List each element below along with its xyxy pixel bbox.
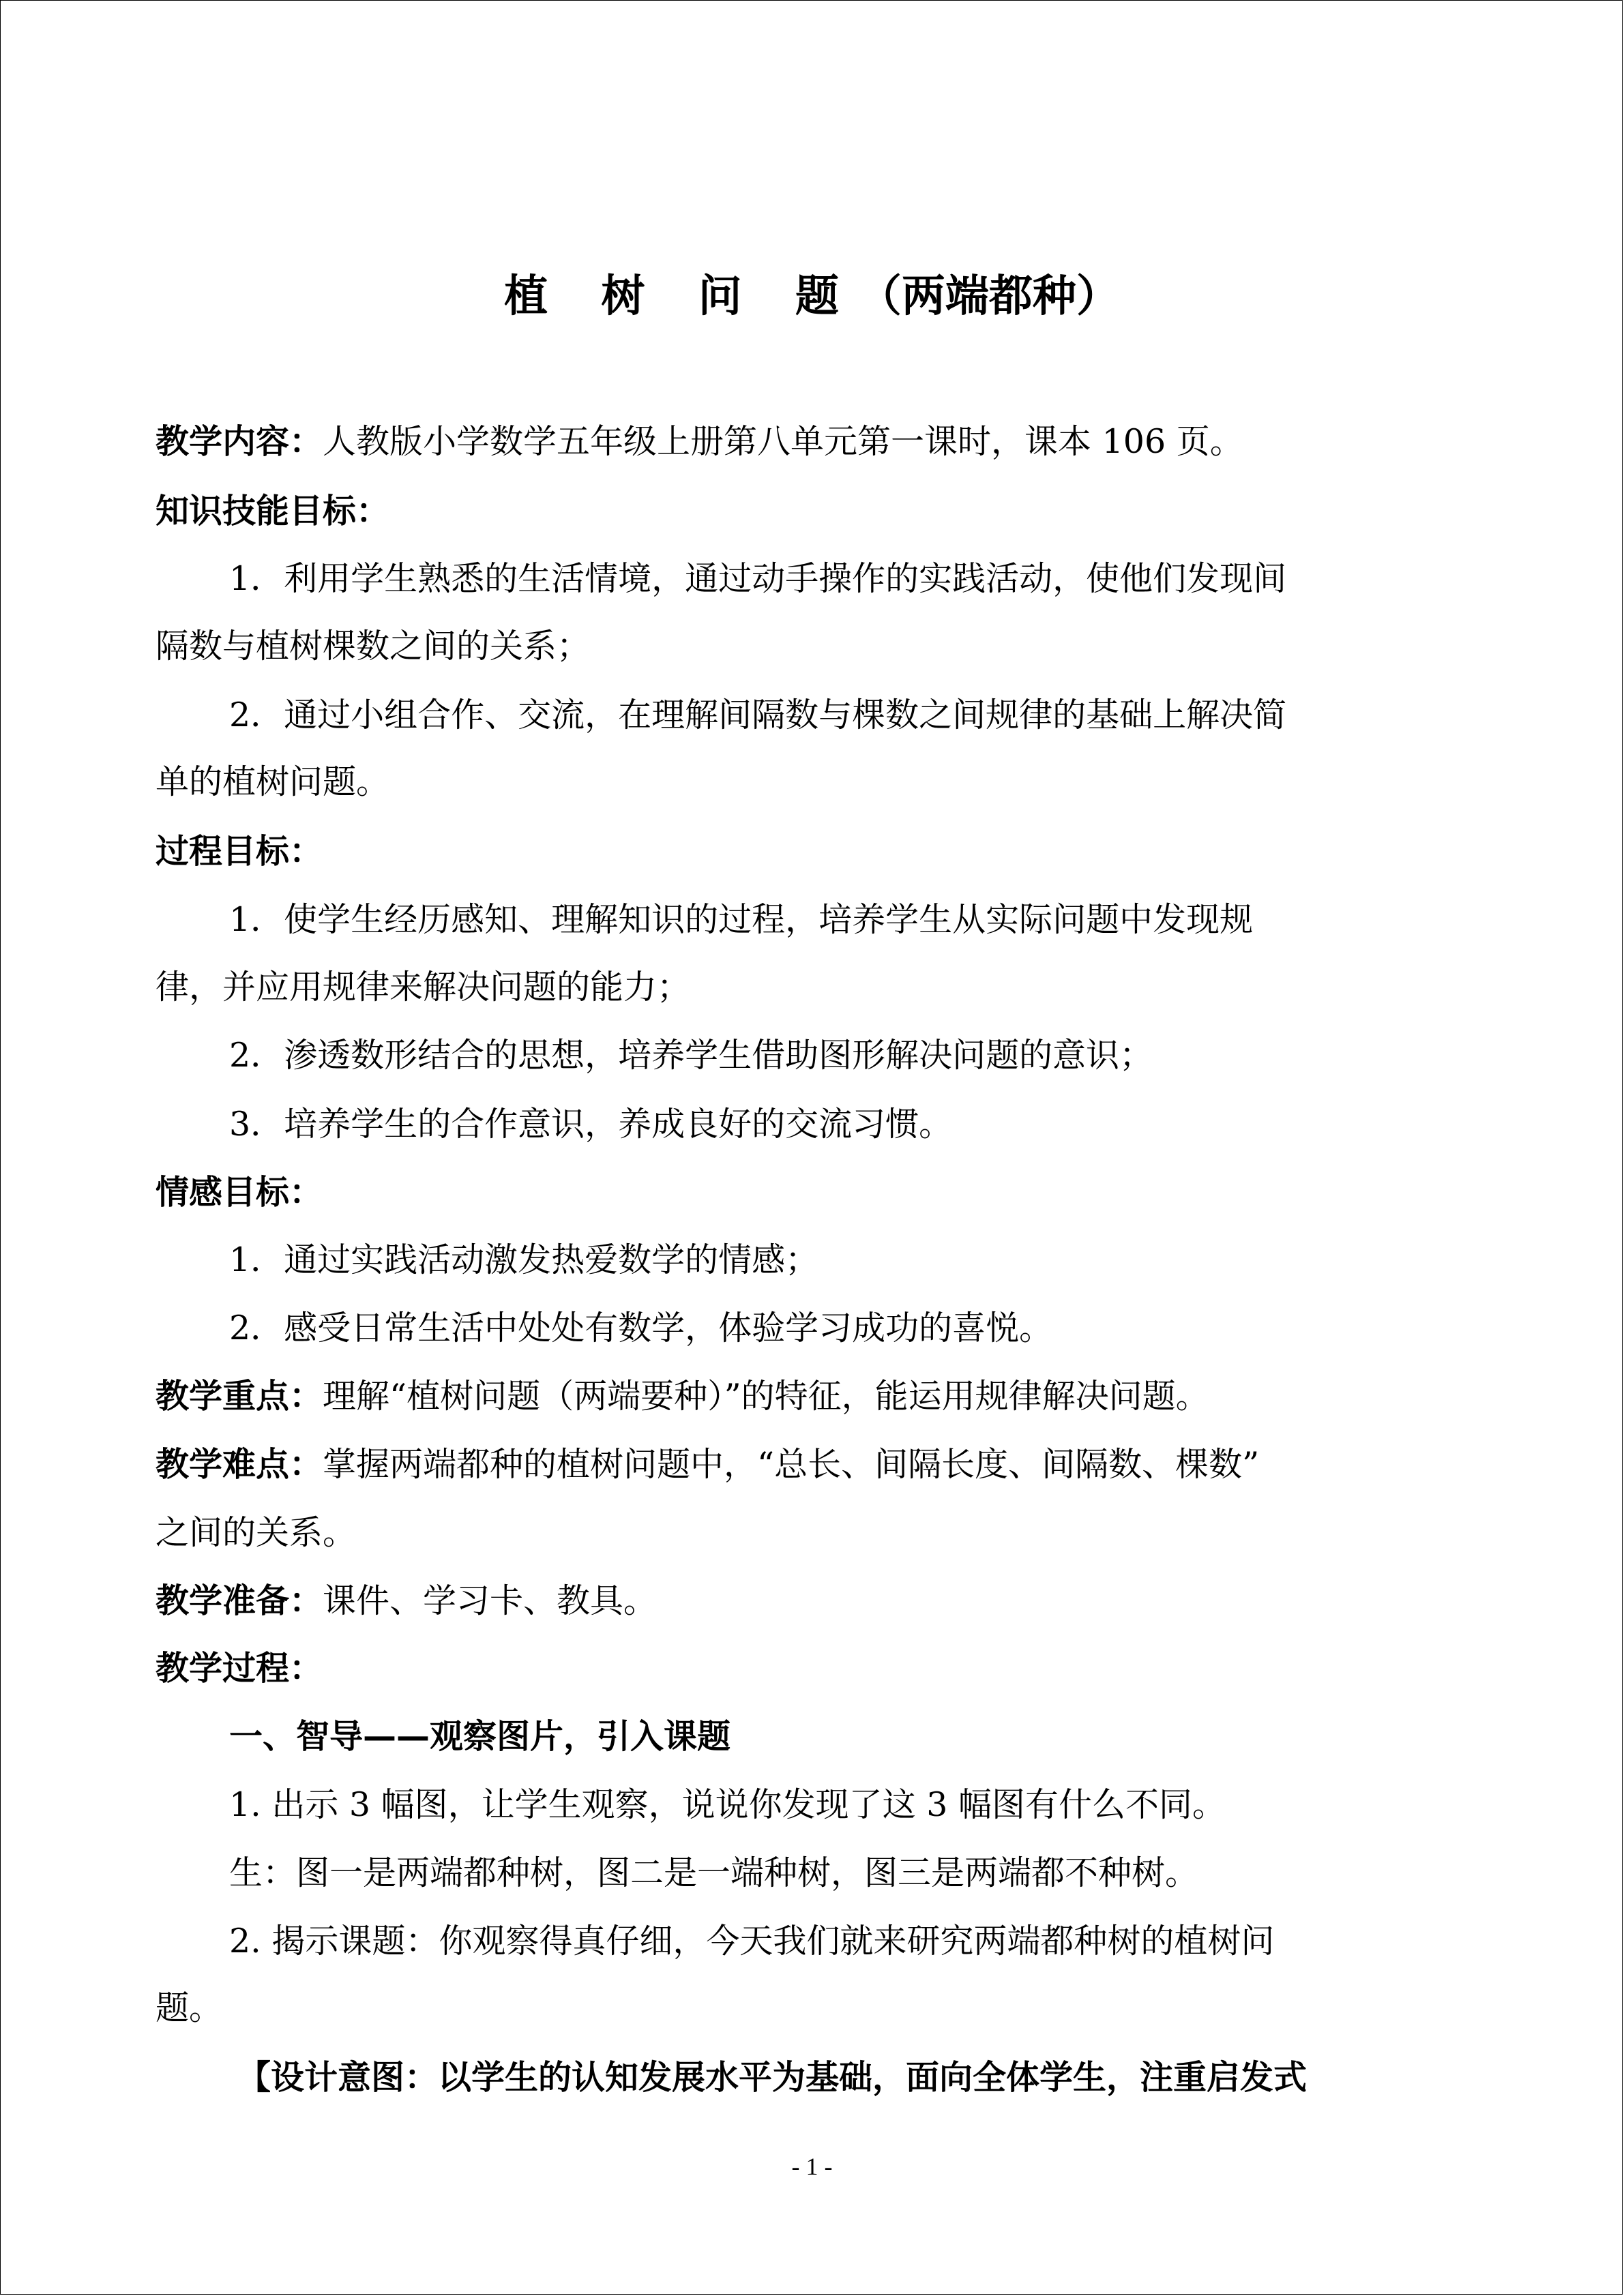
difficulty-line-1: 掌握两端都种的植树问题中，“总长、间隔长度、间隔数、棵数” — [323, 1445, 1260, 1484]
difficulty — [156, 1441, 1479, 1489]
teaching-content-text: 人教版小学数学五年级上册第八单元第一课时，课本 106 页。 — [323, 422, 1243, 461]
student-answer: 生：图一是两端都种树，图二是一端种树，图三是两端都不种树。 — [229, 1853, 1199, 1892]
knowledge-goal-1-line-1: 1．利用学生熟悉的生活情境，通过动手操作的实践活动，使他们发现间 — [229, 559, 1287, 598]
document-title — [0, 266, 1624, 327]
key-point-label: 教学重点： — [156, 1377, 323, 1416]
knowledge-goals-heading: 知识技能目标： — [156, 492, 390, 531]
design-intent: 【设计意图：以学生的认知发展水平为基础，面向全体学生，注重启发式 — [237, 2058, 1308, 2097]
difficulty-label: 教学难点： — [156, 1445, 323, 1484]
process-step-1: 1. 出示 3 幅图，让学生观察，说说你发现了这 3 幅图有什么不同。 — [229, 1785, 1226, 1824]
preparation-text: 课件、学习卡、教具。 — [323, 1581, 658, 1620]
knowledge-goal-2-line-2: 单的植树问题。 — [156, 762, 390, 801]
emotion-goal-1: 1．通过实践活动激发热爱数学的情感； — [229, 1240, 819, 1279]
teaching-process-heading: 教学过程： — [156, 1649, 323, 1688]
process-goal-2: 2．渗透数形结合的思想，培养学生借助图形解决问题的意识； — [229, 1036, 1153, 1075]
title-subtitle: （两端都种） — [857, 271, 1120, 322]
process-step-2-line-2: 题。 — [156, 1988, 223, 2027]
teaching-content — [156, 418, 1479, 466]
knowledge-goal-1-line-2: 隔数与植树棵数之间的关系； — [156, 627, 591, 666]
process-goal-1-line-2: 律，并应用规律来解决问题的能力； — [156, 968, 691, 1007]
difficulty-line-2: 之间的关系。 — [156, 1513, 357, 1552]
section-1-heading: 一、智导——观察图片，引入课题 — [229, 1717, 731, 1756]
title-main: 植 树 问 题 — [504, 271, 858, 322]
page-number: - 1 - — [791, 2153, 833, 2180]
process-goal-3: 3．培养学生的合作意识，养成良好的交流习惯。 — [229, 1105, 953, 1144]
knowledge-goal-2-line-1: 2．通过小组合作、交流，在理解间隔数与棵数之间规律的基础上解决简 — [229, 696, 1287, 734]
teaching-content-label: 教学内容： — [156, 422, 323, 461]
key-point-text: 理解“植树问题（两端要种）”的特征，能运用规律解决问题。 — [323, 1377, 1209, 1416]
process-step-2-line-1: 2. 揭示课题：你观察得真仔细，今天我们就来研究两端都种树的植树问 — [229, 1922, 1275, 1960]
preparation-label: 教学准备： — [156, 1581, 323, 1620]
process-goals-heading: 过程目标： — [156, 832, 323, 871]
key-point — [156, 1373, 1479, 1420]
process-goal-1-line-1: 1．使学生经历感知、理解知识的过程，培养学生从实际问题中发现规 — [229, 900, 1254, 939]
emotion-goal-2: 2．感受日常生活中处处有数学，体验学习成功的喜悦。 — [229, 1309, 1053, 1347]
emotion-goals-heading: 情感目标： — [156, 1173, 323, 1212]
preparation — [156, 1577, 1479, 1625]
